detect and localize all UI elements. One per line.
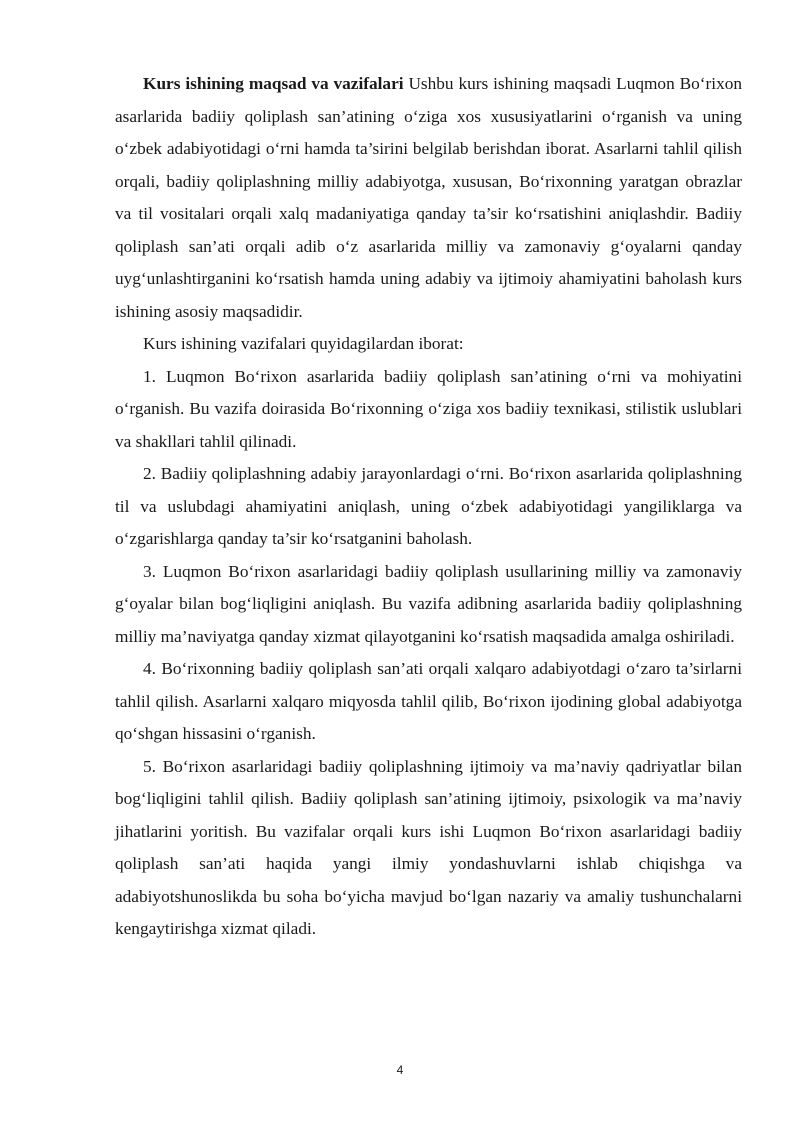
task-item-4: 4. Bo‘rixonning badiiy qoliplash san’ati orqali xalqaro adabiyotdagi o‘zaro ta’sirlarni tahlil qilish. Asarlarni xalqaro miqyosda tahlil qilib, Bo‘rixon ijodining global adabiyotga qo‘shgan hissasini o‘rganish. bbox=[115, 659, 742, 743]
task-item-3: 3. Luqmon Bo‘rixon asarlaridagi badiiy qoliplash usullarining milliy va zamonaviy g‘oyalar bilan bog‘liqligini aniqlash. Bu vazifa adibning asarlarida badiiy qoliplashning milliy ma’naviyatga qanday xizmat qilayotganini ko‘rsatish maqsadida amalga oshiriladi. bbox=[115, 561, 742, 646]
task-item-5: 5. Bo‘rixon asarlaridagi badiiy qoliplashning ijtimoiy va ma’naviy qadriyatlar bilan bog‘liqligini tahlil qilish. Badiiy qoliplash san’atining ijtimoiy, psixologik va ma’naviy jihatlarini yoritish. Bu vazifalar orqali kurs ishi Luqmon Bo‘rixon asarlaridagi badiiy qoliplash san’ati haqida yangi ilmiy yondashuvlarni ishlab chiqishga va adabiyotshunoslikda bu soha bo‘yicha mavjud bo‘lgan nazariy va amaliy tushunchalarni kengaytirishga xizmat qiladi. bbox=[115, 756, 742, 938]
page-number: 4 bbox=[396, 1063, 404, 1077]
document-page bbox=[115, 68, 742, 946]
tasks-intro: Kurs ishining vazifalari quyidagilardan iborat: bbox=[143, 334, 464, 353]
task-item-1: 1. Luqmon Bo‘rixon asarlarida badiiy qoliplash san’atining o‘rni va mohiyatini o‘rganish. Bu vazifa doirasida Bo‘rixonning o‘ziga xos badiiy texnikasi, stilistik uslublari va shakllari tahlil qilinadi. bbox=[115, 366, 742, 451]
intro-text: Ushbu kurs ishining maqsadi Luqmon Bo‘rixon asarlarida badiiy qoliplash san’atining o‘ziga xos xususiyatlarini o‘rganish va uning o‘zbek adabiyotidagi o‘rni hamda ta’sirini belgilab berishdan iborat. Asarlarni tahlil qilish orqali, badiiy qoliplashning milliy adabiyotga, xususan, Bo‘rixonning yaratgan obrazlar va til vositalari orqali xalq madaniyatiga qanday ta’sir ko‘rsatishini aniqlashdir. Badiiy qoliplash san’ati orqali adib o‘z asarlarida milliy va zamonaviy g‘oyalarni qanday uyg‘unlashtirganini ko‘rsatish hamda uning adabiy va ijtimoiy ahamiyatini baholash kurs ishining asosiy maqsadidir. bbox=[115, 74, 742, 321]
intro-paragraph bbox=[115, 68, 742, 328]
section-heading: Kurs ishining maqsad va vazifalari bbox=[143, 74, 404, 93]
task-item-2: 2. Badiiy qoliplashning adabiy jarayonlardagi o‘rni. Bo‘rixon asarlarida qoliplashning til va uslubdagi ahamiyatini aniqlash, uning o‘zbek adabiyotidagi yangiliklarga va o‘zgarishlarga qanday ta’sir ko‘rsatganini baholash. bbox=[115, 464, 742, 548]
